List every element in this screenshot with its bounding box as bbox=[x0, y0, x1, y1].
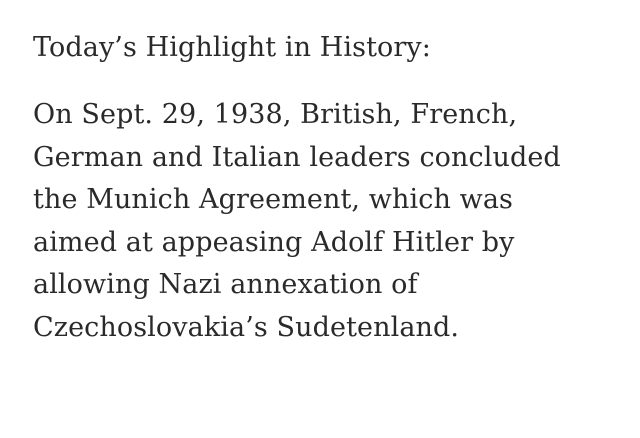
paragraph-line: the Munich Agreement, which was bbox=[33, 184, 513, 215]
paragraph-line: Czechoslovakia’s Sudetenland. bbox=[33, 311, 460, 343]
highlight-heading: Today’s Highlight in History: bbox=[33, 32, 431, 63]
paragraph-line: German and Italian leaders concluded bbox=[33, 141, 561, 173]
paragraph-line: On Sept. 29, 1938, British, French, bbox=[33, 99, 518, 130]
paragraph-line: allowing Nazi annexation of bbox=[33, 269, 418, 300]
highlight-paragraph bbox=[33, 94, 620, 349]
paragraph-line: aimed at appeasing Adolf Hitler by bbox=[33, 226, 515, 258]
